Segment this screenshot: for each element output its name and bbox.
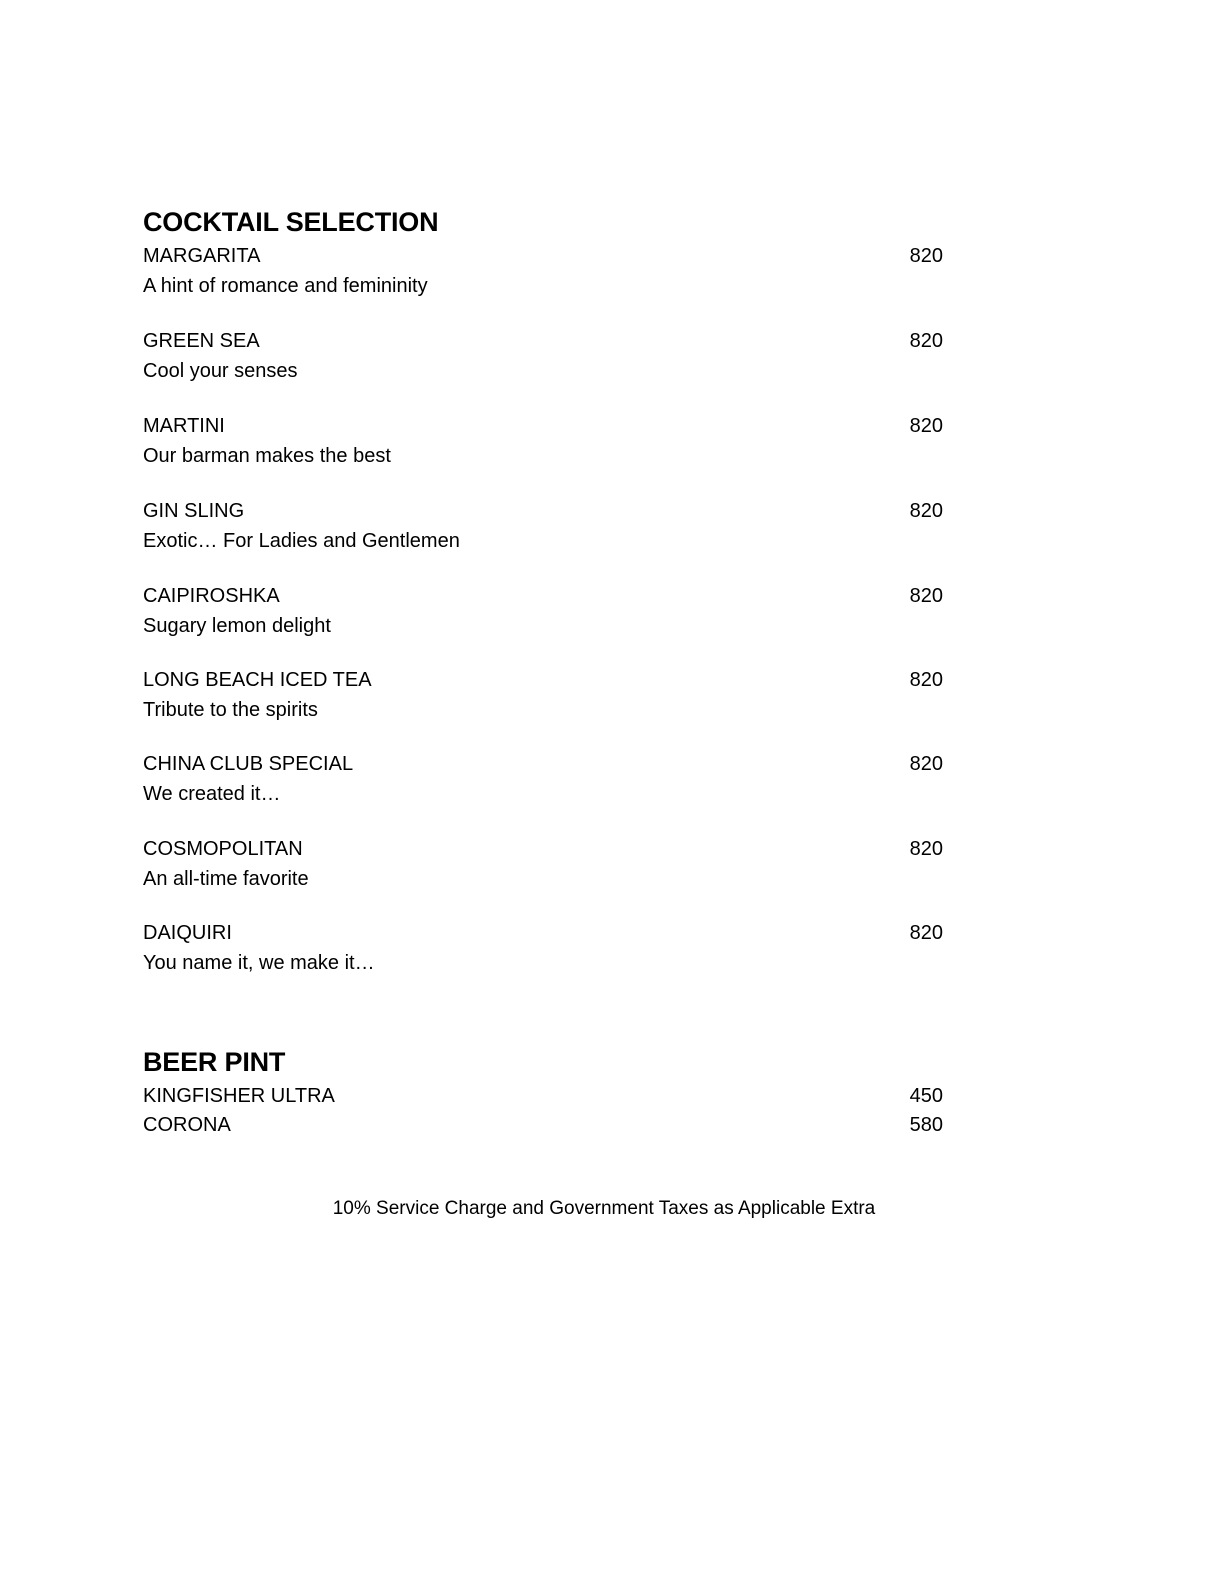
- beer-section-title: BEER PINT: [143, 1047, 286, 1077]
- cocktail-item-daiquiri: [143, 918, 943, 978]
- item-price: 820: [909, 838, 943, 860]
- item-price: 820: [909, 753, 943, 775]
- item-price: 820: [909, 922, 943, 944]
- cocktail-item-long-beach-iced-tea: [143, 665, 943, 725]
- item-price: 820: [909, 330, 943, 352]
- item-description: Our barman makes the best: [143, 445, 391, 467]
- item-name: LONG BEACH ICED TEA: [143, 669, 372, 691]
- cocktail-item-green-sea: [143, 326, 943, 386]
- item-name: CAIPIROSHKA: [143, 585, 280, 607]
- item-price: 580: [909, 1114, 943, 1136]
- item-price: 820: [909, 669, 943, 691]
- item-description: You name it, we make it…: [143, 952, 375, 974]
- beer-item-corona: [143, 1110, 943, 1140]
- item-name: CORONA: [143, 1114, 231, 1136]
- item-name: DAIQUIRI: [143, 922, 232, 944]
- cocktail-item-margarita: [143, 241, 943, 301]
- item-description: Exotic… For Ladies and Gentlemen: [143, 530, 460, 552]
- cocktail-item-martini: [143, 411, 943, 471]
- item-name: COSMOPOLITAN: [143, 838, 303, 860]
- cocktail-section-title: COCKTAIL SELECTION: [143, 207, 439, 237]
- beer-item-kingfisher-ultra: [143, 1081, 943, 1111]
- item-name: MARTINI: [143, 415, 225, 437]
- item-name: GREEN SEA: [143, 330, 260, 352]
- item-name: KINGFISHER ULTRA: [143, 1085, 335, 1107]
- item-price: 820: [909, 415, 943, 437]
- service-charge-note: 10% Service Charge and Government Taxes as Applicable Extra: [332, 1198, 876, 1219]
- item-description: An all-time favorite: [143, 868, 309, 890]
- item-price: 820: [909, 245, 943, 267]
- cocktail-item-caipiroshka: [143, 581, 943, 641]
- item-description: Sugary lemon delight: [143, 615, 331, 637]
- item-name: MARGARITA: [143, 245, 261, 267]
- item-price: 450: [909, 1085, 943, 1107]
- item-price: 820: [909, 585, 943, 607]
- cocktail-item-cosmopolitan: [143, 834, 943, 894]
- item-name: GIN SLING: [143, 500, 245, 522]
- cocktail-item-gin-sling: [143, 496, 943, 556]
- item-description: We created it…: [143, 783, 281, 805]
- cocktail-item-china-club-special: [143, 749, 943, 809]
- item-price: 820: [909, 500, 943, 522]
- item-name: CHINA CLUB SPECIAL: [143, 753, 354, 775]
- item-description: A hint of romance and femininity: [143, 275, 428, 297]
- item-description: Cool your senses: [143, 360, 298, 382]
- item-description: Tribute to the spirits: [143, 699, 318, 721]
